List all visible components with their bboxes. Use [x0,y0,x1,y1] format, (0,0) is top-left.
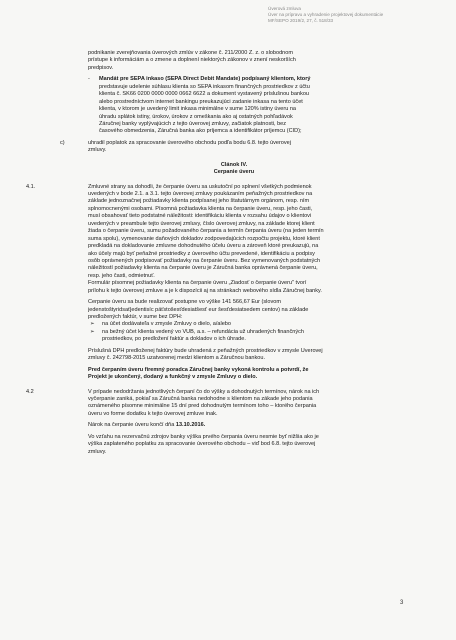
arrow-bullet-icon: ➢ [90,328,95,335]
text-line: splnomocnenými osobami. Písomná požiadavka klienta na čerpanie úveru, resp. jeho časti, [88,205,313,212]
deadline-text: Nárok na čerpanie úveru končí dňa [88,422,176,429]
text-line: zmluvy. [88,448,107,455]
text-line: predkladá na dokladovanie zmluvne dohodnutého účelu úveru a zároveň ktoré preukazujú, na [88,243,319,250]
deadline-line [88,422,416,429]
text-line: úveru vo forme dodatku k tejto úverovej zmluve inak. [88,410,218,417]
text-line: Pred čerpaním úveru firemný poradca Záručnej banky vykoná kontrolu a potvrdí, že [88,366,309,373]
item-c-marker: c) [60,139,65,146]
top-paragraph [52,50,416,72]
sepa-bullet [52,76,416,136]
dash-marker: - [88,76,90,83]
text-line: jedenstoštyridsaťjedentisíc päťstošesťdesiatšesť eur šesťdesiatsedem centov) na základe [88,306,309,313]
text-line: uvedených v bode 2.1. a 3.1. tejto úverovej zmluvy poukázaním peňažných prostriedkov na [88,191,313,197]
section-4-1-bold-note [88,367,416,382]
article-number: Článok IV. [220,161,248,168]
bullet-item [88,321,416,328]
sepa-title: Mandát pre SEPA inkaso (SEPA Direct Debit Mandate) podpísaný klientom, ktorý [99,76,311,83]
item-c [52,140,416,155]
arrow-bullet-icon: ➢ [90,321,95,328]
section-4-2-para-2 [88,434,416,456]
text-line: uvedených v preambule tejto úverovej zmluvy, číslo úverovej zmluvy, na základe ktorej klient [88,220,315,227]
section-number: 4.1. [26,183,36,190]
deadline-date: 13.10.2016. [175,422,206,429]
text-line: prílohu k tejto úverovej zmluve a je k dispozícii aj na stránkach webového sídla Záručnej banky. [88,287,322,294]
text-line: osôb oprávnených podpisovať požiadavky na čerpanie úveru. Bez vymenovaných podstatných [88,257,321,264]
section-4-2-para-1 [88,389,416,419]
text-line: alebo prostredníctvom internet bankingu preukazujúci zadanie inkasa na tento účet [99,98,303,105]
text-line: predpisov. [88,64,114,71]
section-4-1-para-3 [88,348,416,363]
text-line: zmluvy. [88,147,107,154]
page-header [268,6,448,24]
text-line: výška zaplateného poplatku za spracovanie úverového obchodu – viď bod 6.8. tejto úverovej [88,441,316,448]
text-line: uhradil poplatok za spracovanie úverového obchodu podľa bodu 6.8. tejto úverovej [88,139,291,146]
text-line: úhradu splátok istiny, úrokov, úrokov z omeškania ako aj ostatných pohľadávok [99,113,293,120]
section-number: 4.2 [26,388,34,395]
text-line: resp. jeho časti, odmietnuť. [88,272,155,279]
text-line: predložených faktúr, v sume bez DPH: [88,314,183,320]
text-line: klienta č. SK66 0200 0000 0000 0662 6622 a dokument vystavený príslušnou bankou [99,91,310,98]
text-line: zmluvy č. 242798-2015 uzatvorenej medzi klientom a Záručnou bankou. [88,355,265,362]
text-line: Projekt je ukončený, dodaný a funkčný v zmysle Zmluvy o dielo. [88,374,258,381]
text-line: Čerpanie úveru sa bude realizovať postupne vo výške 141 566,67 Eur (slovom [88,299,281,306]
text-line: musí obsahovať tieto podstatné náležitosti: identifikáciu klienta v rozsahu údajov o klientovi [88,213,312,220]
text-line: žiada o čerpanie úveru, sumu požadovaného čerpania a termín čerpania úveru (na jeden termín [88,228,324,235]
text-line: vyčerpanie zaniká, pokiaľ sa Záručná banka nedohodne s klientom na zákade jeho podania [88,395,313,402]
section-4-2 [26,388,416,457]
text-line: Záručnej banky vyplývajúcich z tejto úverovej zmluvy, začiatok platnosti, bez [99,120,287,127]
text-line: podnikanie zverejňovania úverových zmlúv v zákone č. 211/2000 Z. z. o slobodnom [88,50,293,56]
section-4-1-para-1 [88,184,416,296]
bullet-item [88,329,416,344]
text-line: časového obmedzenia, Záručná banka ako príjemca a identifikátor príjemcu (CID); [99,128,302,135]
text-line: prístupe k informáciám a o zmene a doplnení niektorých zákonov v znení neskorších [88,57,296,64]
text-line: náležitostí požiadavky klienta na čerpanie úveru je Záručná banka oprávnená čerpanie úveru, [88,265,318,272]
article-title: Čerpanie úveru [213,169,255,176]
text-line: klienta, v ktorom je uvedený limit inkasa minimálne v sume 120% istiny úveru na [99,106,297,113]
text-line: prostriedkov, po predložení faktúr a dokladov o ich úhrade. [102,336,246,343]
text-line: oznámeného písomne minimálne 15 dní pred dohodnutým termínom toho – ktorého čerpania [88,403,317,410]
text-line: Vo vzťahu na rezervačnú zdrojov banky výška prvého čerpania úveru nesmie byť nižšia ako je [88,433,319,440]
section-4-1-para-2 [88,299,416,321]
text-line: suma spolu), vymenovanie daňových dokladov zodpovedajúcich rozpočtu projektu, ktoré klient [88,235,320,242]
page-number: 3 [400,600,404,606]
text-line: ako účely majú byť peňažné prostriedky z úverového účtu prevedené, identifikáciu a podpisy [88,250,315,257]
text-line: Zmluvné strany sa dohodli, že čerpanie úveru sa uskutoční po splnení všetkých podmienok [88,183,312,190]
header-line-1: Úverová zmluva [268,6,301,11]
text-line [99,76,416,83]
text-line: V prípade nedodržania jednotlivých čerpaní čo do výšky a dohodnutých termínov, nárok na ich [88,388,320,395]
section-4-1 [26,183,416,382]
text-line: predstavuje udelenie súhlasu klienta so SEPA inkasom finančných prostriedkov z účtu [99,83,310,90]
header-line-2: Úver na prípravu a vyhradenie projektovej dokumentácie [268,12,384,17]
header-line-3: MF/SEPO 2019/2, 27, č. 518/33 [268,18,334,23]
text-line: základe jednoznačnej požiadavky klienta podpísanej jeho štatutárnym orgánom, resp. ním [88,198,310,205]
text-line: Formulár písomnej požiadavky klienta na čerpanie úveru „Žiadosť o čerpanie úveru" tvorí [88,280,307,287]
document-body [26,50,416,456]
text-line: na účet dodávateľa v zmysle Zmluvy o dielo, a/alebo [102,321,231,328]
text-line: na bežný účet klienta vedený vo VÚB, a.s. – refundácia už uhradených finančných [102,328,304,335]
text-line: Príslušná DPH predloženej faktúry bude uhradená z peňažných prostriedkov v zmysle Úverovej [88,347,323,354]
